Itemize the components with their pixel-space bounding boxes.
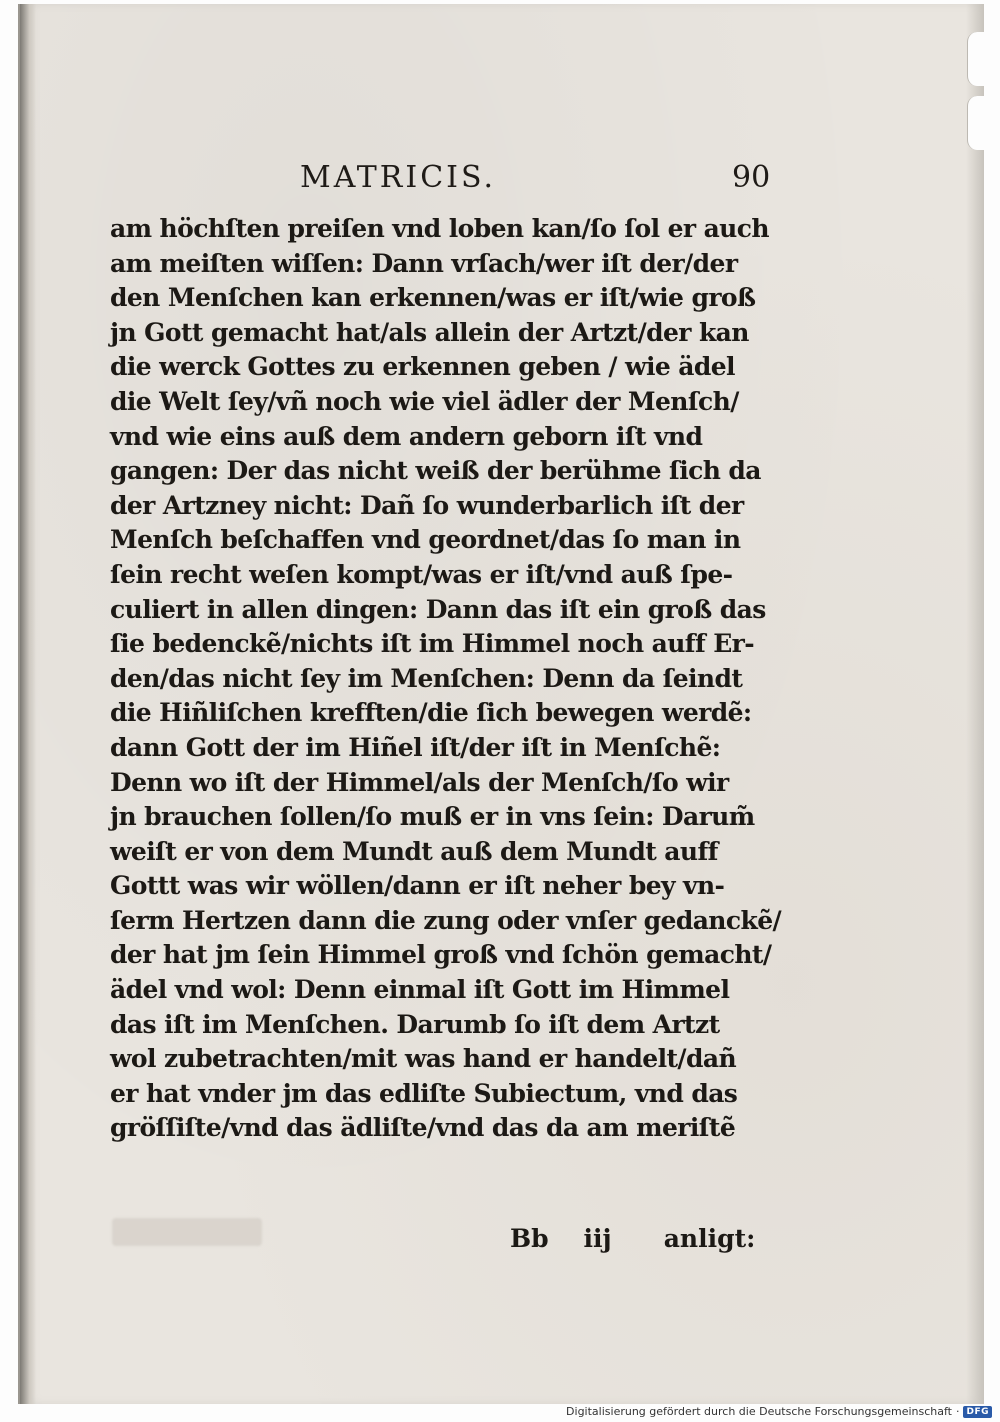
text-line: das iſt im Menſchen. Darumb ſo iſt dem Artzt <box>110 1009 720 1039</box>
running-head: MATRICIS. <box>300 160 497 195</box>
text-line: gangen: Der das nicht weiß der berühme ſich da <box>110 456 761 486</box>
text-line: culiert in allen dingen: Dann das iſt ein groß das <box>110 594 766 624</box>
text-line: der Artzney nicht: Dañ ſo wunderbarlich iſt der <box>110 490 744 520</box>
text-line: er hat vnder jm das edliſte Subiectum, vnd das <box>110 1078 738 1108</box>
text-line: Gottt was wir wöllen/dann er iſt neher bey vn- <box>110 871 725 901</box>
text-line: den/das nicht ſey im Menſchen: Denn da ſeindt <box>110 663 743 693</box>
text-line: ſie bedenckẽ/nichts iſt im Himmel noch auff Er- <box>110 629 755 659</box>
dfg-logo-icon: DFG <box>963 1406 992 1418</box>
catchword: anligt: <box>663 1224 756 1253</box>
credit-text: Digitalisierung gefördert durch die Deutsche Forschungsgemeinschaft <box>566 1405 952 1418</box>
catchword-line <box>510 1224 755 1253</box>
faded-stamp <box>112 1218 262 1246</box>
text-line: dann Gott der im Hiñel iſt/der iſt in Menſchẽ: <box>110 732 721 762</box>
text-line: jn brauchen ſollen/ſo muß er in vns ſein: Darum̃ <box>110 802 755 832</box>
text-line: weiſt er von dem Mundt auß dem Mundt auff <box>110 836 718 866</box>
text-line: der hat jm ſein Himmel groß vnd ſchön gemacht/ <box>110 940 772 970</box>
text-line: jn Gott gemacht hat/als allein der Artzt/der kan <box>110 317 749 347</box>
text-line: den Menſchen kan erkennen/was er iſt/wie groß <box>110 283 756 313</box>
text-line: ſerm Hertzen dann die zung oder vnſer gedanckẽ/ <box>110 905 782 935</box>
text-line: die Hiñliſchen krefften/die ſich bewegen werdẽ: <box>110 698 752 728</box>
signature-number: iij <box>583 1224 612 1253</box>
text-line: wol zubetrachten/mit was hand er handelt/dañ <box>110 1044 737 1074</box>
page-edge <box>966 4 984 1404</box>
text-line: ädel vnd wol: Denn einmal iſt Gott im Himmel <box>110 975 730 1005</box>
text-line: ſein recht weſen kompt/was er iſt/vnd auß ſpe- <box>110 559 733 589</box>
signature-mark: Bb <box>510 1224 549 1253</box>
page-tab-notch <box>967 96 986 150</box>
page-tab-notch <box>967 32 986 86</box>
text-line: am höchſten preiſen vnd loben kan/ſo ſol er auch <box>110 214 769 243</box>
text-line: die Welt ſey/vñ noch wie viel ädler der Menſch/ <box>110 386 739 416</box>
text-line: am meiſten wiſſen: Dann vrſach/wer iſt der/der <box>110 248 738 278</box>
text-line: die werck Gottes zu erkennen geben / wie ädel <box>110 352 735 382</box>
body-text <box>110 212 800 1146</box>
digitization-credit: Digitalisierung gefördert durch die Deutsche Forschungsgemeinschaft · DFG <box>566 1405 992 1418</box>
text-line: vnd wie eins auß dem andern geborn iſt vnd <box>110 421 703 451</box>
text-line: gröſſiſte/vnd das ädliſte/vnd das da am meriſtẽ <box>110 1113 736 1143</box>
spine-shadow <box>20 4 36 1404</box>
text-line: Menſch beſchaffen vnd geordnet/das ſo man in <box>110 525 741 555</box>
page-number: 90 <box>732 160 771 195</box>
text-line: Denn wo iſt der Himmel/als der Menſch/ſo wir <box>110 767 729 797</box>
